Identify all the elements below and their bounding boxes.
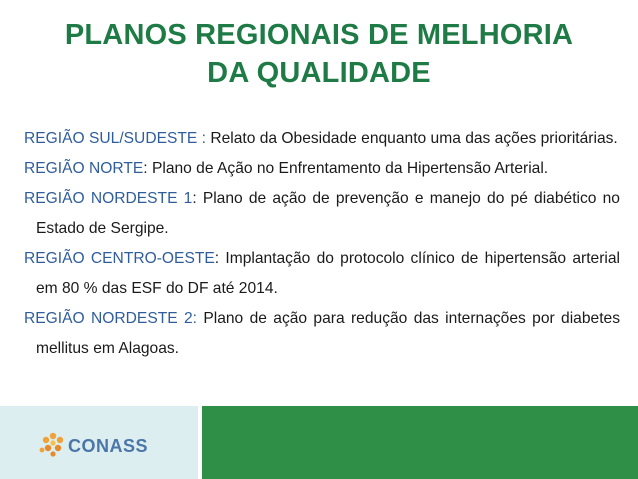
plan-description: : Plano de ação de prevenção e manejo do pé diabético no Estado de Sergipe.: [36, 190, 620, 237]
plan-description: Relato da Obesidade enquanto uma das ações prioritárias.: [205, 130, 618, 147]
region-label: REGIÃO NORDESTE 2:: [24, 310, 197, 327]
conass-logo-text: CONASS: [68, 436, 149, 456]
slide-title-line-2: DA QUALIDADE: [207, 57, 431, 89]
conass-flower-logo-icon: [38, 430, 68, 460]
plan-description: Plano de ação para redução das internações por diabetes mellitus em Alagoas.: [36, 310, 620, 357]
slide-title: [20, 16, 618, 92]
list-item-sul-sudeste: [24, 124, 620, 154]
plan-description: : Plano de Ação no Enfrentamento da Hipertensão Arterial.: [143, 160, 549, 177]
plan-description: : Implantação do protocolo clínico de hipertensão arterial em 80 % das ESF do DF até 2014.: [36, 250, 620, 297]
footer-logo-panel: [0, 406, 198, 479]
region-label: REGIÃO NORDESTE 1: [24, 190, 193, 207]
region-label: REGIÃO CENTRO-OESTE: [24, 250, 215, 267]
list-item-norte: [24, 154, 620, 184]
regional-plans-list: [24, 124, 620, 364]
footer-green-panel: [202, 406, 638, 479]
footer-bar: [0, 406, 638, 479]
conass-logo: [38, 428, 148, 462]
list-item-nordeste-2: [24, 304, 620, 364]
region-label: REGIÃO SUL/SUDESTE :: [24, 130, 206, 147]
region-label: REGIÃO NORTE: [24, 160, 144, 177]
list-item-nordeste-1: [24, 184, 620, 244]
slide-title-line-1: PLANOS REGIONAIS DE MELHORIA: [64, 19, 574, 51]
list-item-centro-oeste: [24, 244, 620, 304]
